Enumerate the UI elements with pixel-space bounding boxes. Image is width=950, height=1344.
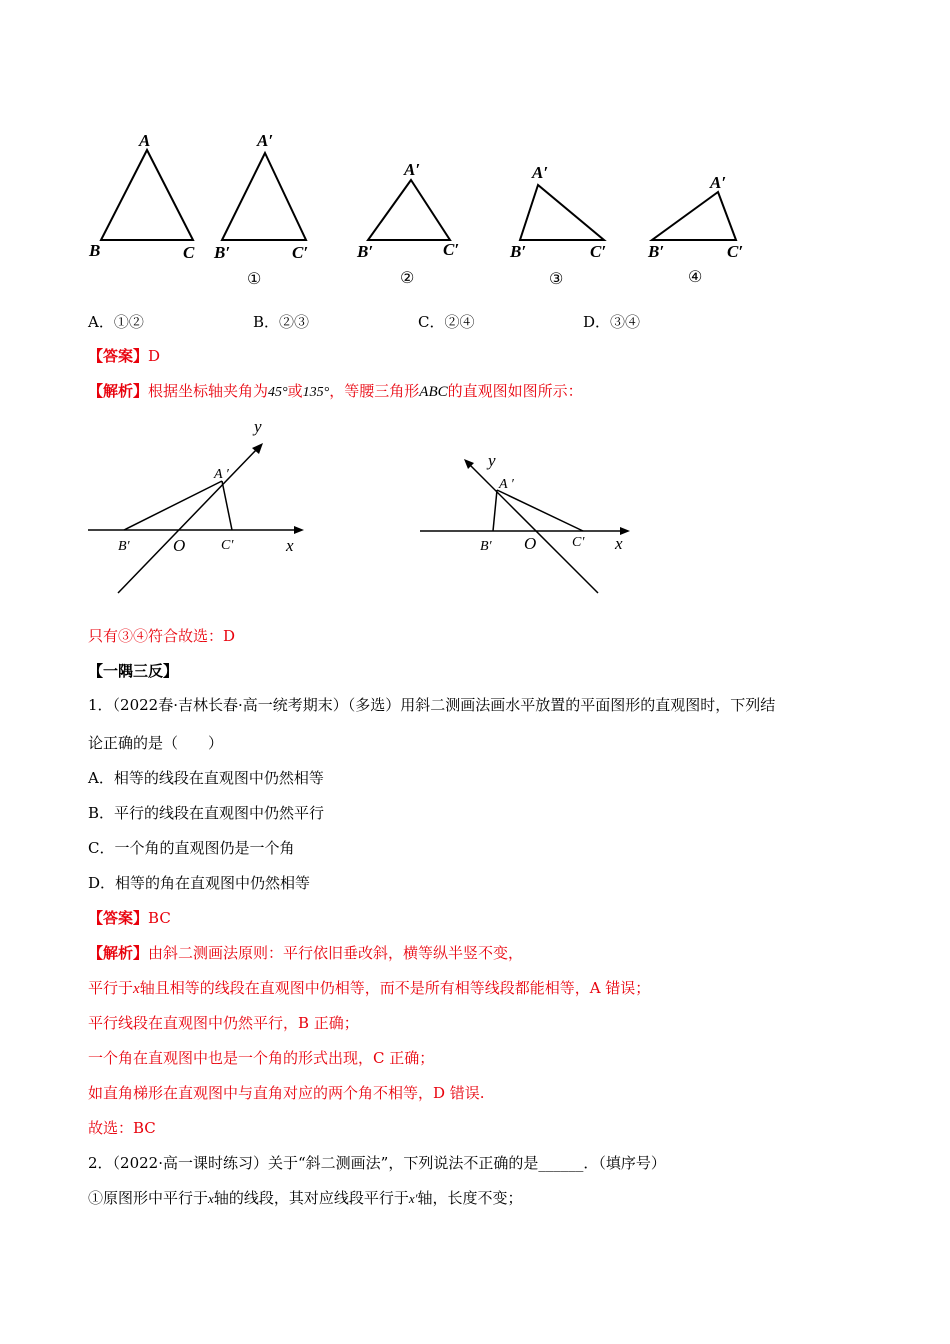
q1-choice-c: C．一个角的直观图仍是一个角 bbox=[88, 839, 295, 857]
figure-number-2: ② bbox=[400, 270, 415, 287]
triangle-figures bbox=[0, 120, 950, 295]
triangle-1 bbox=[222, 153, 306, 240]
example-conclusion: 只有③④符合故选：D bbox=[88, 627, 236, 645]
triangle-3 bbox=[520, 185, 604, 240]
label-B1: B′ bbox=[214, 243, 231, 262]
q1-choice-a: A．相等的线段在直观图中仍然相等 bbox=[88, 769, 324, 787]
label-C1: C′ bbox=[292, 243, 309, 262]
left-x-arrow bbox=[294, 526, 304, 534]
label-A: A bbox=[139, 131, 151, 150]
label-A2: A′ bbox=[404, 160, 421, 179]
triangle-original bbox=[101, 150, 193, 240]
label-A4: A′ bbox=[710, 173, 727, 192]
label-B: B bbox=[89, 241, 101, 260]
label-C4: C′ bbox=[727, 242, 744, 261]
label-B2: B′ bbox=[357, 242, 374, 261]
triangle-4 bbox=[652, 192, 736, 240]
section-title: 【一隅三反】 bbox=[88, 662, 179, 680]
right-O-label: O bbox=[524, 534, 537, 553]
q1-analysis-line5: 如直角梯形在直观图中与直角对应的两个角不相等，D 错误. bbox=[88, 1084, 485, 1102]
left-side-AC bbox=[222, 481, 232, 530]
q1-stem-line2: 论正确的是（ ） bbox=[88, 734, 224, 752]
q1-choice-d: D．相等的角在直观图中仍然相等 bbox=[88, 874, 311, 892]
left-O-label: O bbox=[173, 536, 186, 555]
left-A-label: A ′ bbox=[214, 467, 229, 482]
right-side-AB bbox=[493, 490, 497, 531]
left-C-label: C′ bbox=[221, 538, 234, 553]
left-y-axis bbox=[118, 448, 258, 593]
left-y-label: y bbox=[254, 417, 262, 436]
left-side-AB bbox=[124, 481, 222, 530]
q1-analysis-line1: 【解析】由斜二测画法原则：平行依旧垂改斜，横等纵半竖不变， bbox=[88, 944, 524, 962]
example-answer: 【答案】D bbox=[88, 347, 161, 365]
option-a: A．①② bbox=[88, 313, 144, 331]
left-B-label: B′ bbox=[118, 539, 130, 554]
q1-choice-b: B．平行的线段在直观图中仍然平行 bbox=[88, 804, 325, 822]
label-A3: A′ bbox=[532, 163, 549, 182]
label-C3: C′ bbox=[590, 242, 607, 261]
right-y-label: y bbox=[488, 451, 496, 470]
right-C-label: C′ bbox=[572, 535, 585, 550]
option-d: D．③④ bbox=[583, 313, 641, 331]
q1-analysis-line2: 平行于x轴且相等的线段在直观图中仍相等，而不是所有相等线段都能相等，A 错误； bbox=[88, 979, 651, 997]
label-A1: A′ bbox=[257, 131, 274, 150]
figure-number-1: ① bbox=[247, 271, 262, 288]
q1-stem-line1: 1．（2022春·吉林长春·高一统考期末）（多选）用斜二测画法画水平放置的平面图形的直观图时，下列结 bbox=[88, 696, 776, 714]
right-side-AC bbox=[497, 490, 583, 531]
right-B-label: B′ bbox=[480, 539, 492, 554]
option-b: B．②③ bbox=[253, 313, 310, 331]
label-B4: B′ bbox=[648, 242, 665, 261]
q1-conclusion: 故选：BC bbox=[88, 1119, 156, 1137]
option-c: C．②④ bbox=[418, 313, 475, 331]
figure-number-3: ③ bbox=[549, 271, 564, 288]
q1-analysis-line4: 一个角在直观图中也是一个角的形式出现，C 正确； bbox=[88, 1049, 435, 1067]
right-x-label: x bbox=[615, 534, 623, 553]
label-C2: C′ bbox=[443, 240, 460, 259]
right-y-axis bbox=[468, 463, 598, 593]
q1-answer: 【答案】BC bbox=[88, 909, 171, 927]
left-x-label: x bbox=[286, 536, 294, 555]
label-C: C bbox=[183, 243, 195, 262]
figure-number-4: ④ bbox=[688, 269, 703, 286]
q1-analysis-line3: 平行线段在直观图中仍然平行，B 正确； bbox=[88, 1014, 359, 1032]
label-B3: B′ bbox=[510, 242, 527, 261]
triangle-2 bbox=[368, 180, 450, 240]
q2-stem: 2．（2022·高一课时练习）关于“斜二测画法”，下列说法不正确的是______．（填序号） bbox=[88, 1154, 666, 1172]
right-A-label: A ′ bbox=[499, 477, 514, 492]
example-analysis: 【解析】根据坐标轴夹角为45°或135°，等腰三角形ABC的直观图如图所示： bbox=[88, 382, 583, 400]
axis-diagrams bbox=[0, 415, 950, 600]
q2-item1: ①原图形中平行于x轴的线段，其对应线段平行于x′轴，长度不变； bbox=[88, 1189, 523, 1207]
